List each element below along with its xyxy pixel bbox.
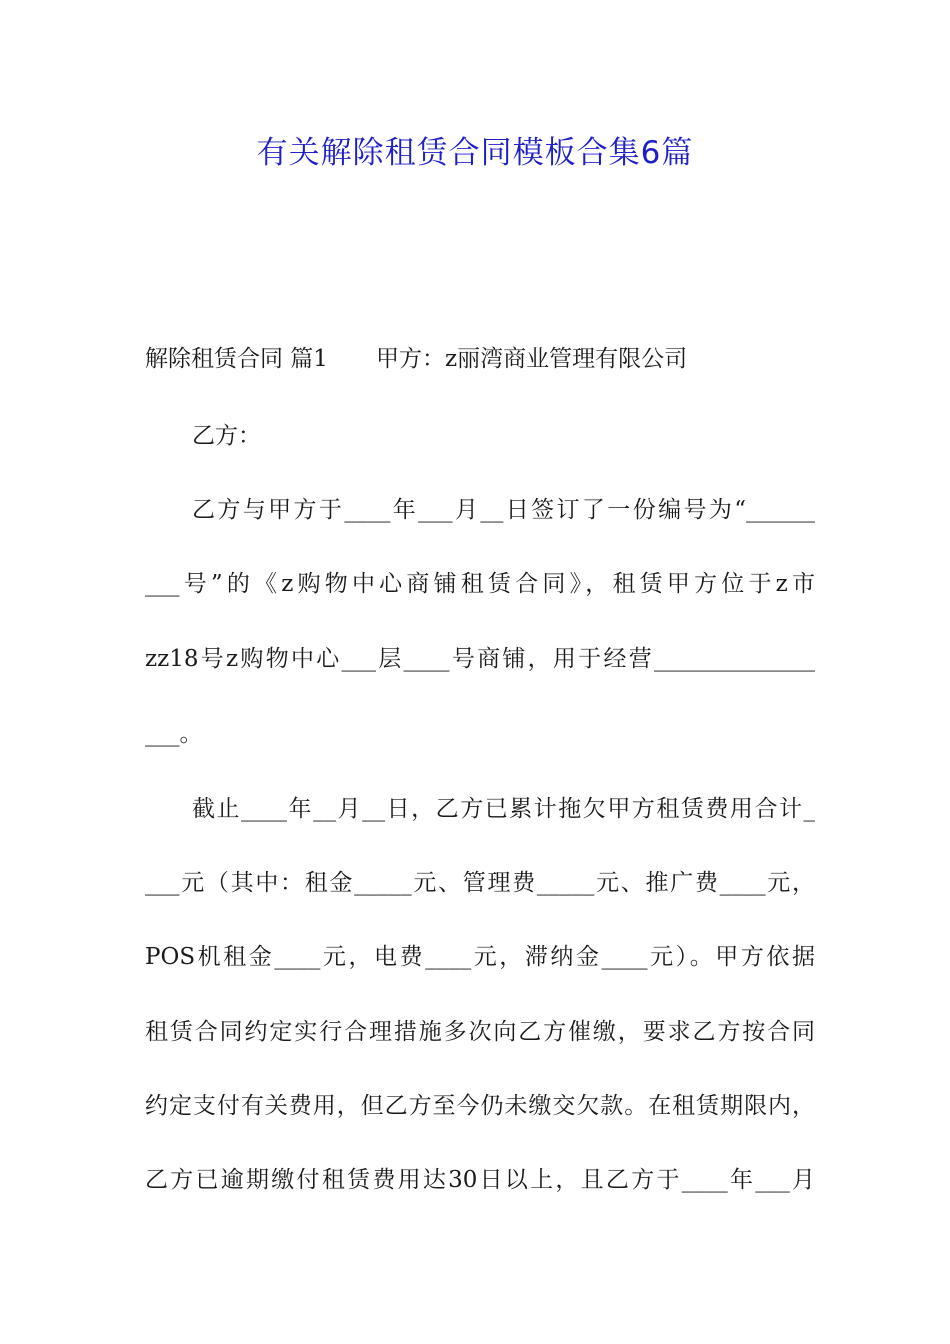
- party-b-line: 乙方：: [192, 423, 261, 449]
- paragraph-line: POS机租金____元，电费____元，滞纳金____元）。甲方依据: [145, 944, 815, 970]
- paragraph-line: 截止____年__月__日，乙方已累计拖欠甲方租赁费用合计_: [192, 796, 815, 822]
- paragraph-line: ___号”的《z购物中心商铺租赁合同》，租赁甲方位于z市: [145, 571, 815, 597]
- section-label: 解除租赁合同 篇1: [145, 346, 328, 372]
- party-a-line: 甲方：z丽湾商业管理有限公司: [375, 346, 688, 372]
- section-heading-line: [145, 339, 815, 379]
- paragraph-line: 约定支付有关费用，但乙方至今仍未缴交欠款。在租赁期限内，: [145, 1093, 815, 1119]
- paragraph-line: 租赁合同约定实行合理措施多次向乙方催缴，要求乙方按合同: [145, 1019, 815, 1045]
- paragraph-line: 乙方已逾期缴付租赁费用达30日以上，且乙方于____年___月: [145, 1167, 815, 1193]
- page-title: 有关解除租赁合同模板合集6篇: [256, 135, 694, 171]
- paragraph-line: 乙方与甲方于____年___月__日签订了一份编号为“______: [192, 497, 815, 523]
- paragraph-line: ___。: [145, 721, 203, 747]
- paragraph-line: ___元（其中：租金_____元、管理费_____元、推广费____元，: [145, 870, 815, 896]
- paragraph-line: zz18号z购物中心___层____号商铺，用于经营______________: [145, 646, 815, 672]
